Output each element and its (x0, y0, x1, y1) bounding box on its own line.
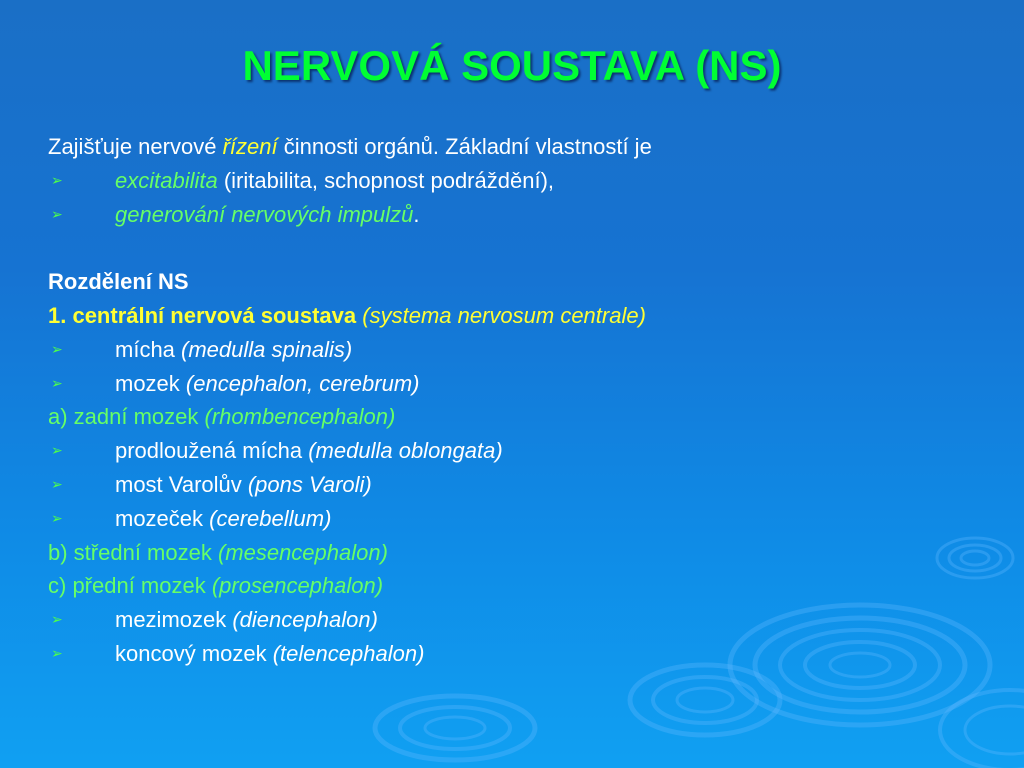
item-latin: (diencephalon) (232, 607, 378, 633)
slide-title: NERVOVÁ SOUSTAVA (NS) (242, 42, 782, 89)
forebrain-heading (48, 569, 998, 603)
arrow-bullet-icon: ➢ (51, 171, 63, 188)
item-text: mícha (115, 336, 182, 362)
property-term: excitabilita (115, 167, 218, 193)
hindbrain-label: a) zadní mozek (48, 404, 205, 430)
arrow-bullet-icon: ➢ (51, 374, 63, 391)
list-item (48, 603, 998, 637)
arrow-bullet-icon: ➢ (51, 205, 63, 222)
slide-body (48, 130, 998, 671)
hindbrain-latin: (rhombencephalon) (204, 404, 396, 430)
arrow-bullet-icon: ➢ (51, 611, 63, 628)
list-item (48, 502, 998, 536)
item-latin: (encephalon, cerebrum) (185, 370, 420, 396)
arrow-bullet-icon: ➢ (51, 644, 63, 661)
item-text: mozek (115, 370, 186, 396)
arrow-bullet-icon: ➢ (51, 509, 63, 526)
property-term: generování nervových impulzů (115, 201, 414, 227)
intro-text: Zajišťuje nervové (48, 134, 223, 159)
division-heading: Rozdělení NS (48, 269, 189, 295)
item-text: koncový mozek (115, 640, 273, 666)
item-latin: (telencephalon) (272, 640, 425, 666)
item-latin: (medulla oblongata) (308, 438, 503, 464)
arrow-bullet-icon: ➢ (51, 475, 63, 492)
hindbrain-heading (48, 400, 998, 434)
item-text: mozeček (115, 505, 210, 531)
list-item (48, 333, 998, 367)
list-item (48, 198, 998, 232)
list-item (48, 434, 998, 468)
item-latin: (cerebellum) (209, 505, 332, 531)
cns-latin: (systema nervosum centrale) (362, 302, 646, 328)
midbrain-latin: (mesencephalon) (217, 539, 388, 565)
midbrain-heading (48, 536, 998, 570)
list-item (48, 637, 998, 671)
cns-heading (48, 299, 998, 333)
arrow-bullet-icon: ➢ (51, 340, 63, 357)
arrow-bullet-icon: ➢ (51, 442, 63, 459)
intro-emphasis: řízení (222, 134, 278, 159)
item-text: mezimozek (115, 607, 233, 633)
list-item (48, 164, 998, 198)
property-note: . (413, 201, 420, 227)
item-latin: (pons Varoli) (247, 471, 372, 497)
forebrain-label: c) přední mozek (48, 573, 212, 599)
cns-label: 1. centrální nervová soustava (48, 302, 357, 328)
forebrain-latin: (prosencephalon) (211, 573, 384, 599)
item-text: prodloužená mícha (115, 438, 309, 464)
item-text: most Varolův (115, 471, 248, 497)
intro-line (48, 130, 998, 164)
item-latin: (medulla spinalis) (181, 336, 353, 362)
intro-text-end: činnosti orgánů. Základní vlastností je (277, 134, 652, 159)
list-item (48, 367, 998, 401)
list-item (48, 468, 998, 502)
midbrain-label: b) střední mozek (48, 539, 218, 565)
property-note: (iritabilita, schopnost podráždění), (217, 167, 555, 193)
